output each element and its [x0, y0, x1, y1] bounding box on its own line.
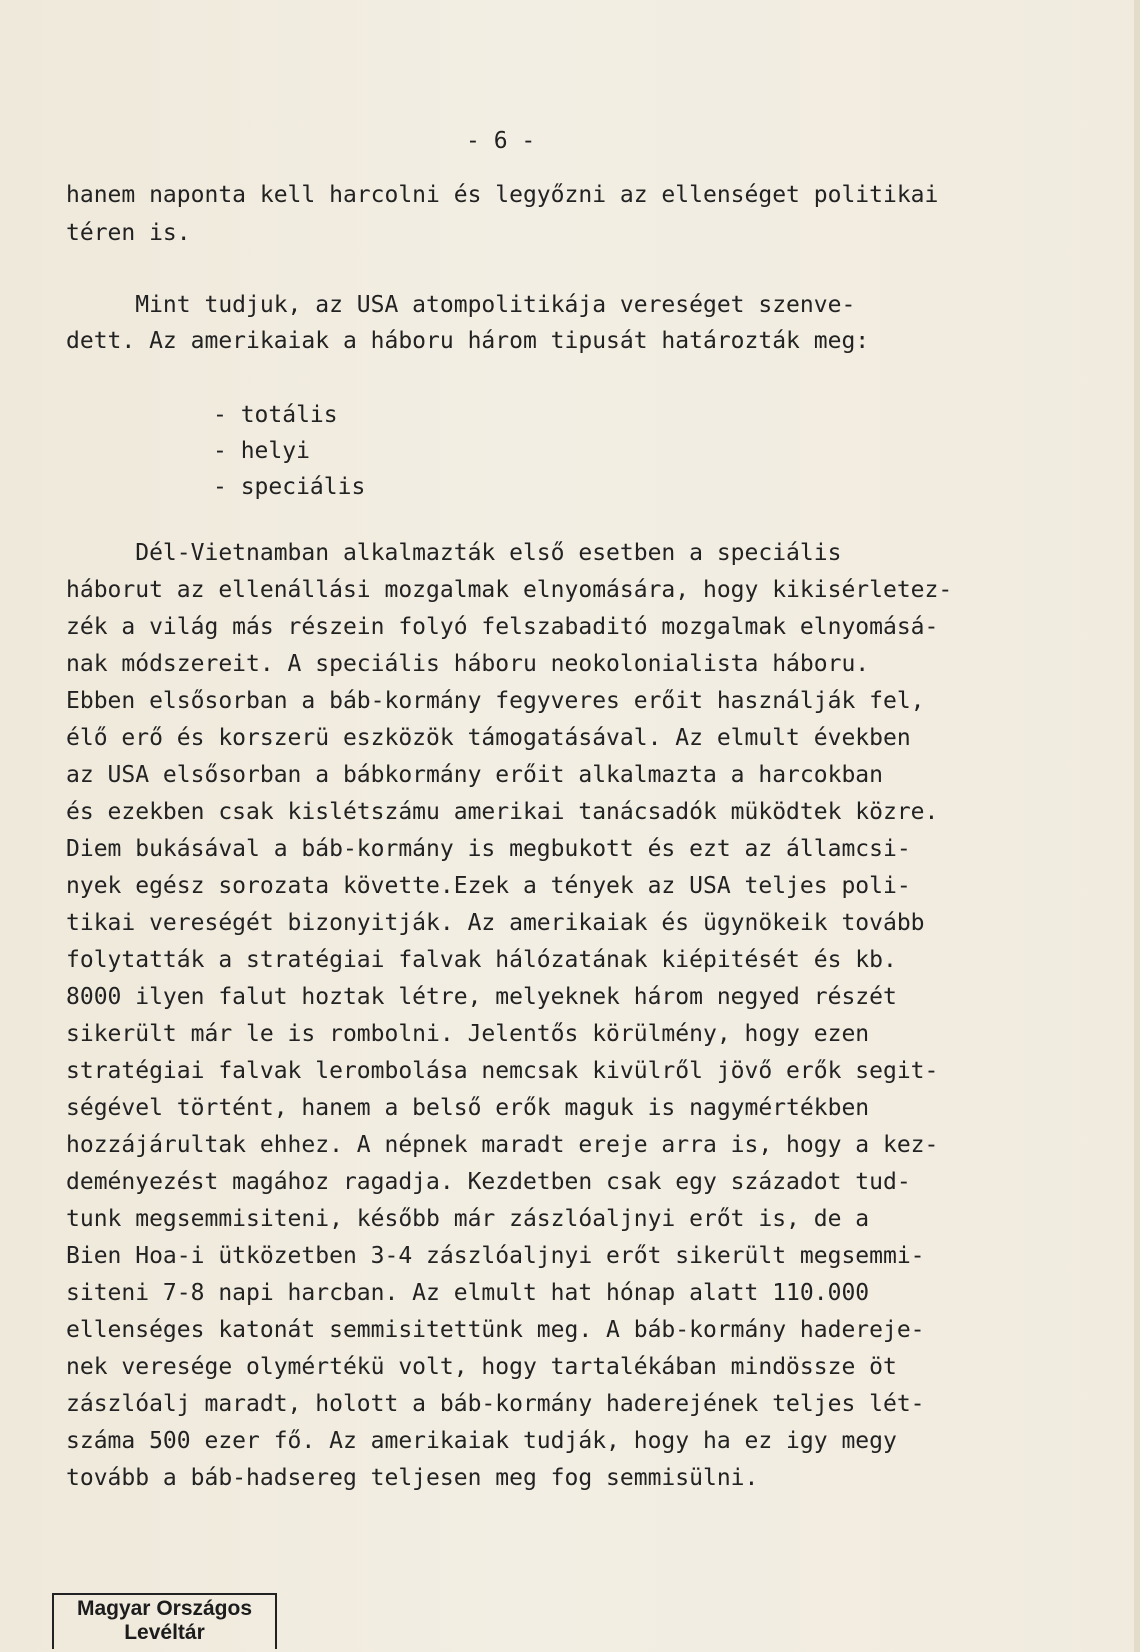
text-line: Bien Hoa-i ütközetben 3-4 zászlóaljnyi erőt sikerült megsemmi- — [66, 1243, 925, 1269]
text-line: és ezekben csak kislétszámu amerikai tanácsadók müködtek közre. — [66, 799, 939, 825]
text-line: az USA elsősorban a bábkormány erőit alkalmazta a harcokban — [66, 762, 883, 788]
text-line: nyek egész sorozata követte.Ezek a tények az USA teljes poli- — [66, 873, 911, 899]
text-line: 8000 ilyen falut hoztak létre, melyeknek három negyed részét — [66, 984, 897, 1010]
text-line: zászlóalj maradt, holott a báb-kormány haderejének teljes lét- — [66, 1391, 925, 1417]
text-line: siteni 7-8 napi harcban. Az elmult hat hónap alatt 110.000 — [66, 1280, 870, 1306]
text-line: sikerült már le is rombolni. Jelentős körülmény, hogy ezen — [66, 1021, 870, 1047]
text-line: Ebben elsősorban a báb-kormány fegyveres erőit használják fel, — [66, 688, 925, 714]
text-line: téren is. — [66, 220, 191, 246]
text-line: tovább a báb-hadsereg teljesen meg fog semmisülni. — [66, 1465, 759, 1491]
stamp-line-2: Levéltár — [124, 1621, 205, 1644]
text-line: zék a világ más részein folyó felszabaditó mozgalmak elnyomásá- — [66, 614, 939, 640]
page-number: - 6 - — [466, 128, 536, 154]
text-line: deményezést magához ragadja. Kezdetben csak egy századot tud- — [66, 1169, 911, 1195]
text-line: hozzájárultak ehhez. A népnek maradt ereje arra is, hogy a kez- — [66, 1132, 939, 1158]
text-line: tunk megsemmisiteni, később már zászlóaljnyi erőt is, de a — [66, 1206, 870, 1232]
text-line: háborut az ellenállási mozgalmak elnyomására, hogy kikisérletez- — [66, 577, 953, 603]
text-line: dett. Az amerikaiak a háboru három tipusát határozták meg: — [66, 328, 870, 354]
text-line: ségével történt, hanem a belső erők maguk is nagymértékben — [66, 1095, 870, 1121]
text-line: száma 500 ezer fő. Az amerikaiak tudják, hogy ha ez igy megy — [66, 1428, 897, 1454]
text-line: nak módszereit. A speciális háboru neokolonialista háboru. — [66, 651, 870, 677]
text-line: hanem naponta kell harcolni és legyőzni az ellenséget politikai — [66, 182, 939, 208]
text-line: tikai vereségét bizonyitják. Az amerikaiak és ügynökeik tovább — [66, 910, 925, 936]
text-line: Mint tudjuk, az USA atompolitikája vereséget szenve- — [66, 292, 856, 318]
archive-stamp — [52, 1593, 277, 1649]
text-line: folytatták a stratégiai falvak hálózatának kiépitését és kb. — [66, 947, 897, 973]
text-line: Dél-Vietnamban alkalmazták első esetben a speciális — [66, 540, 842, 566]
list-item: - totális — [213, 402, 338, 428]
text-line: élő erő és korszerü eszközök támogatásával. Az elmult években — [66, 725, 911, 751]
text-line: Diem bukásával a báb-kormány is megbukott és ezt az államcsi- — [66, 836, 911, 862]
list-item: - helyi — [213, 438, 310, 464]
text-line: nek veresége olymértékü volt, hogy tartalékában mindössze öt — [66, 1354, 897, 1380]
page-edge — [1134, 0, 1140, 1652]
stamp-line-1: Magyar Országos — [76, 1597, 253, 1620]
list-item: - speciális — [213, 474, 366, 500]
text-line: ellenséges katonát semmisitettünk meg. A báb-kormány hadereje- — [66, 1317, 925, 1343]
text-line: stratégiai falvak lerombolása nemcsak kivülről jövő erők segit- — [66, 1058, 939, 1084]
